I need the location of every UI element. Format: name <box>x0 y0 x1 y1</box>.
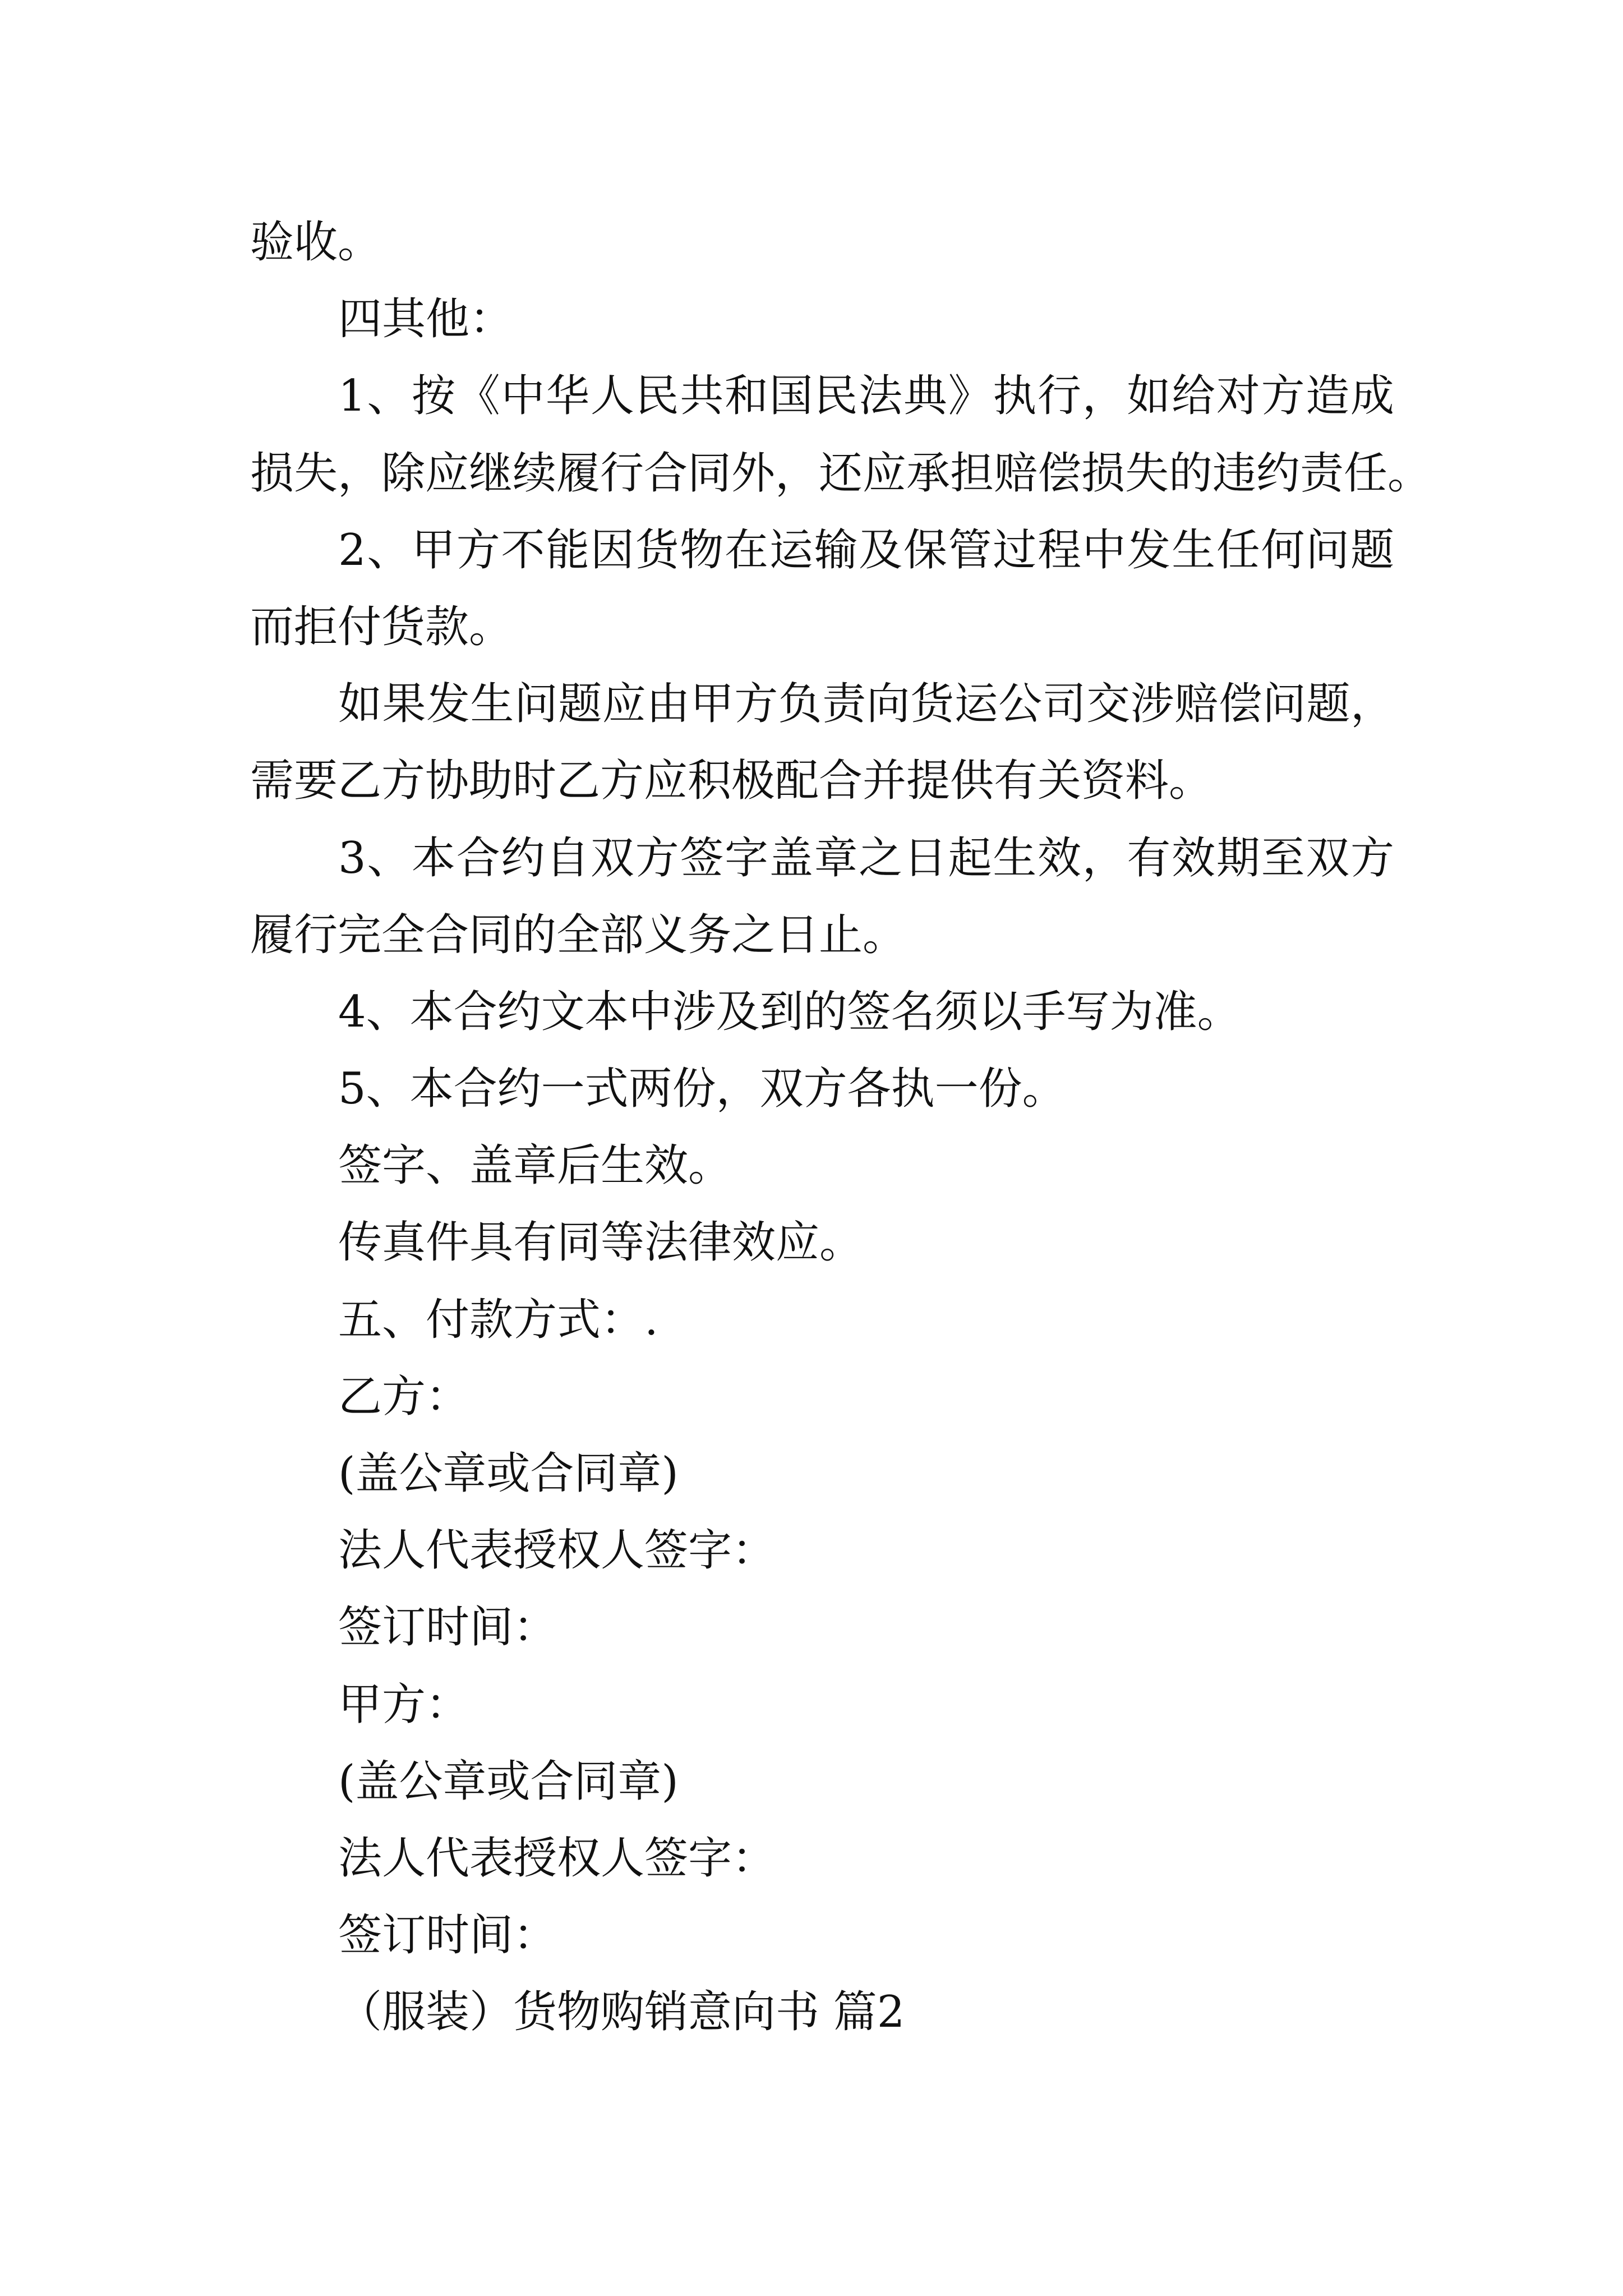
section-five-heading: 五、付款方式：. <box>338 1294 658 1345</box>
section-four-heading: 四其他： <box>338 294 514 345</box>
clause-1-line-2: 损失，除应继续履行合同外，还应承担赔偿损失的违约责任。 <box>250 448 1432 499</box>
party-b-label: 乙方： <box>338 1371 470 1422</box>
clause-2-note-line-2: 需要乙方协助时乙方应积极配合并提供有关资料。 <box>250 756 1213 807</box>
clause-2-line-1: 2、甲方不能因货物在运输及保管过程中发生任何问题 <box>338 524 1394 576</box>
clause-2-line-2: 而拒付货款。 <box>250 601 513 652</box>
clause-4: 4、本合约文本中涉及到的签名须以手写为准。 <box>338 986 1241 1037</box>
clause-3-line-1: 3、本合约自双方签字盖章之日起生效，有效期至双方 <box>338 832 1394 884</box>
clause-5-note-fax: 传真件具有同等法律效应。 <box>338 1217 864 1268</box>
party-a-date-label: 签订时间： <box>338 1910 557 1961</box>
next-document-title: （服装）货物购销意向书 篇2 <box>338 1987 905 2038</box>
party-b-seal-note: (盖公章或合同章) <box>338 1448 679 1499</box>
party-a-signer-label: 法人代表授权人签字： <box>338 1833 776 1884</box>
party-b-signer-label: 法人代表授权人签字： <box>338 1525 776 1576</box>
party-b-date-label: 签订时间： <box>338 1602 557 1653</box>
clause-5-note-effective: 签字、盖章后生效。 <box>338 1140 732 1191</box>
document-body <box>250 204 1432 2051</box>
party-a-label: 甲方： <box>338 1679 470 1730</box>
clause-1-line-1: 1、按《中华人民共和国民法典》执行，如给对方造成 <box>338 371 1394 422</box>
clause-5: 5、本合约一式两份，双方各执一份。 <box>338 1064 1066 1115</box>
continuation-text: 验收。 <box>250 217 382 268</box>
clause-3-line-2: 履行完全合同的全部义务之日止。 <box>250 909 907 960</box>
party-a-seal-note: (盖公章或合同章) <box>338 1756 679 1807</box>
clause-2-note-line-1: 如果发生问题应由甲方负责向货运公司交涉赔偿问题， <box>338 679 1394 730</box>
